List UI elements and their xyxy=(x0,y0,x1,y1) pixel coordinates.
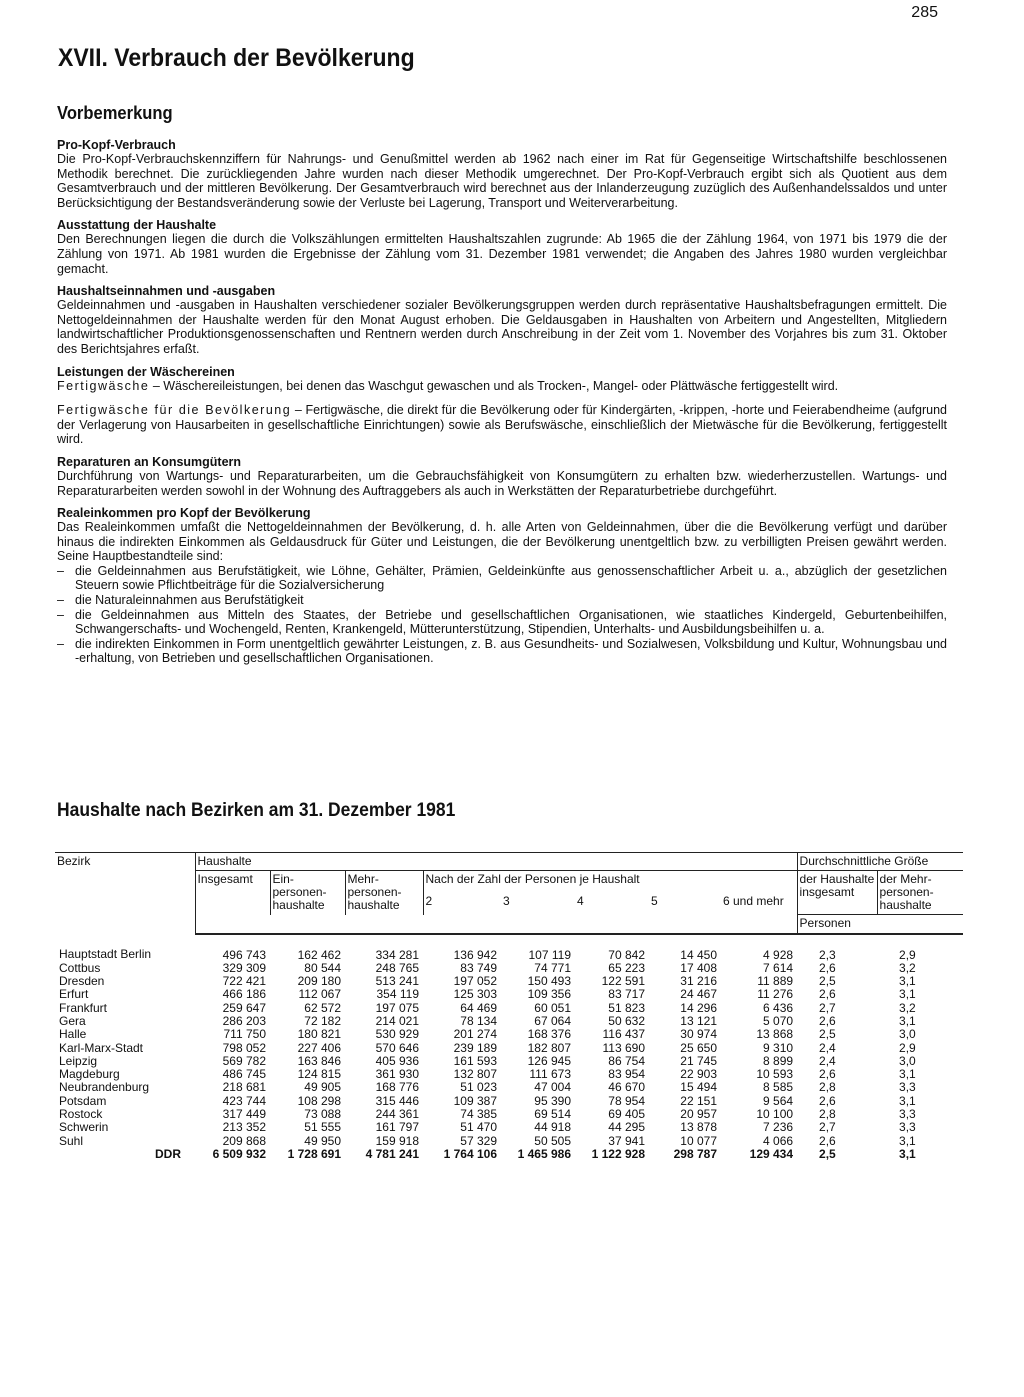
cell-avg-mehr: 3,1 xyxy=(899,1067,916,1082)
bezirk-name: Erfurt xyxy=(59,987,89,1002)
cell-ein: 227 406 xyxy=(297,1040,341,1055)
cell-ein: 1 728 691 xyxy=(287,1146,341,1161)
section-subtitle: Vorbemerkung xyxy=(57,103,173,123)
cell-p2: 1 764 106 xyxy=(443,1146,497,1161)
table-row xyxy=(55,1015,963,1028)
bezirk-name: Cottbus xyxy=(59,960,101,975)
header-p4: 4 xyxy=(577,893,584,908)
cell-p2: 239 189 xyxy=(453,1040,497,1055)
cell-p6: 9 564 xyxy=(763,1093,794,1108)
header-der-mehr: der Mehr-personen-haushalte xyxy=(877,871,963,915)
bezirk-name: Dresden xyxy=(59,974,105,989)
cell-p3: 182 807 xyxy=(527,1040,571,1055)
cell-ein: 62 572 xyxy=(304,1000,341,1015)
table-row xyxy=(55,1002,963,1015)
cell-p5: 30 974 xyxy=(680,1027,717,1042)
cell-ein: 80 544 xyxy=(304,960,341,975)
header-p3: 3 xyxy=(503,893,510,908)
cell-avg-all: 2,3 xyxy=(819,947,836,962)
cell-mehr: 214 021 xyxy=(375,1013,419,1028)
bezirk-name: Magdeburg xyxy=(59,1067,120,1082)
cell-p3: 69 514 xyxy=(534,1107,571,1122)
cell-p6: 5 070 xyxy=(763,1013,794,1028)
definition-text: – Wäschereileistungen, bei denen das Waschgut gewaschen und als Trocken-, Mangel- oder Plättwäsche fertiggestellt wird. xyxy=(149,378,839,393)
header-p6: 6 und mehr xyxy=(723,893,784,908)
table-row xyxy=(55,962,963,975)
cell-avg-mehr: 3,2 xyxy=(899,960,916,975)
cell-p4: 50 632 xyxy=(608,1013,645,1028)
section-heading: Haushaltseinnahmen und -ausgaben xyxy=(57,284,276,299)
cell-avg-all: 2,8 xyxy=(819,1080,836,1095)
cell-avg-mehr: 3,1 xyxy=(899,974,916,989)
section-heading: Ausstattung der Haushalte xyxy=(57,218,217,233)
cell-p6: 7 236 xyxy=(763,1120,794,1135)
cell-p5: 17 408 xyxy=(680,960,717,975)
list-item: – die Geldeinnahmen aus Mitteln des Staates, der Betriebe und gesellschaftlichen Organisationen, wie staatliches Kindergeld, Geburtenbeihilfen, Schwangerschafts- und Wochengeld, Renten, Krankengeld, Mütterunterstützung, Stipendien, Unterhalts- und Ausbildungsbeihilfen u. a. xyxy=(57,608,947,637)
cell-p5: 14 296 xyxy=(680,1000,717,1015)
cell-p4: 78 954 xyxy=(608,1093,645,1108)
header-mehrpersonen: Mehr-personen-haushalte xyxy=(345,871,423,915)
cell-p6: 8 585 xyxy=(763,1080,794,1095)
cell-ein: 124 815 xyxy=(297,1067,341,1082)
table-row xyxy=(55,934,963,962)
section-reparaturen xyxy=(57,455,947,498)
cell-avg-all: 2,4 xyxy=(819,1053,836,1068)
header-insgesamt: Insgesamt xyxy=(195,871,270,915)
preliminary-remarks xyxy=(57,103,947,674)
bezirk-name: Halle xyxy=(59,1027,87,1042)
cell-mehr: 513 241 xyxy=(375,974,419,989)
table-row xyxy=(55,1028,963,1041)
cell-insgesamt: 486 745 xyxy=(222,1067,266,1082)
cell-p4: 83 717 xyxy=(608,987,645,1002)
cell-mehr: 168 776 xyxy=(375,1080,419,1095)
bullet-list xyxy=(57,564,947,666)
cell-ein: 51 555 xyxy=(304,1120,341,1135)
cell-mehr: 361 930 xyxy=(375,1067,419,1082)
cell-p2: 51 470 xyxy=(460,1120,497,1135)
cell-p2: 161 593 xyxy=(453,1053,497,1068)
table-title: Haushalte nach Bezirken am 31. Dezember 1981 xyxy=(57,800,456,821)
cell-ein: 72 182 xyxy=(304,1013,341,1028)
cell-p5: 15 494 xyxy=(680,1080,717,1095)
cell-p3: 44 918 xyxy=(534,1120,571,1135)
bezirk-name: Rostock xyxy=(59,1107,103,1122)
cell-insgesamt: 798 052 xyxy=(222,1040,266,1055)
section-haushaltseinnahmen xyxy=(57,284,947,356)
cell-p5: 13 878 xyxy=(680,1120,717,1135)
cell-p6: 4 928 xyxy=(763,947,794,962)
cell-ein: 49 905 xyxy=(304,1080,341,1095)
cell-p3: 111 673 xyxy=(529,1067,571,1082)
cell-p3: 150 493 xyxy=(527,974,571,989)
table-row xyxy=(55,1108,963,1121)
page-number: 285 xyxy=(911,4,938,21)
table-row xyxy=(55,1095,963,1108)
list-item: – die Naturaleinnahmen aus Berufstätigkeit xyxy=(57,593,947,608)
cell-p6: 11 276 xyxy=(757,987,794,1002)
bezirk-name: Frankfurt xyxy=(59,1000,108,1015)
cell-p3: 126 945 xyxy=(527,1053,571,1068)
cell-insgesamt: 286 203 xyxy=(222,1013,266,1028)
cell-avg-all: 2,4 xyxy=(819,1040,836,1055)
cell-mehr: 354 119 xyxy=(376,987,419,1002)
section-waeschereien xyxy=(57,365,947,447)
cell-p5: 24 467 xyxy=(680,987,717,1002)
section-text: Die Pro-Kopf-Verbrauchskennziffern für Nahrungs- und Genußmittel werden ab 1962 nach einer im Rat für Gegenseitige Wirtschaftshilfe beschlossenen Methodik berechnet. Die zurückliegenden Jahre wurden nach dieser Methodik umgerechnet. Der Pro-Kopf-Verbrauch ergibt sich als Quotient aus dem Gesamtverbrauch und der mittleren Bevölkerung. Der Gesamtverbrauch wird berechnet aus der Inlanderzeugung zuzüglich des Außenhandelssaldos und unter Berücksichtigung der Bestandsveränderung sowie der Verluste bei Lagerung, Transport und Weiterverarbeitung. xyxy=(57,152,947,210)
cell-p2: 197 052 xyxy=(453,974,497,989)
cell-p5: 13 121 xyxy=(680,1013,717,1028)
cell-avg-mehr: 3,2 xyxy=(899,1000,916,1015)
cell-insgesamt: 466 186 xyxy=(222,987,266,1002)
definition-fertigwaesche xyxy=(57,379,947,394)
cell-mehr: 244 361 xyxy=(375,1107,419,1122)
cell-avg-all: 2,5 xyxy=(819,1146,836,1161)
cell-avg-all: 2,5 xyxy=(819,974,836,989)
cell-p4: 122 591 xyxy=(601,974,645,989)
cell-avg-mehr: 3,1 xyxy=(899,1146,916,1161)
list-item: – die indirekten Einkommen in Form unentgeltlich gewährter Leistungen, z. B. aus Gesundheits- und Sozialwesen, Volksbildung und Kultur, Wohnungsbau und -erhaltung, von Betrieben und gesellschaftlichen Organisationen. xyxy=(57,637,947,666)
bezirk-name: Hauptstadt Berlin xyxy=(59,947,152,961)
list-item: – die Geldeinnahmen aus Berufstätigkeit, wie Löhne, Gehälter, Prämien, Geldeinkünfte aus genossenschaftlicher Arbeit u. a., abzüglich der gesetzlichen Steuern sowie Pflichtbeiträge für die Sozialversicherung xyxy=(57,564,947,593)
cell-p6: 11 889 xyxy=(757,974,794,989)
header-einpersonen: Ein-personen-haushalte xyxy=(270,871,345,915)
cell-mehr: 159 918 xyxy=(375,1133,419,1148)
cell-p4: 1 122 928 xyxy=(591,1146,645,1161)
cell-avg-mehr: 3,1 xyxy=(899,1093,916,1108)
cell-avg-mehr: 3,0 xyxy=(899,1053,916,1068)
section-ausstattung xyxy=(57,218,947,276)
cell-insgesamt: 6 509 932 xyxy=(212,1146,266,1161)
cell-p4: 69 405 xyxy=(608,1107,645,1122)
section-text: Durchführung von Wartungs- und Reparaturarbeiten, um die Gebrauchsfähigkeit von Konsumgütern zu erhalten bzw. wiederherzustellen. Wartungs- und Reparaturarbeiten werden sowohl in der Wohnung des Auftraggebers als auch in Werkstätten der Reparaturbetriebe durchgeführt. xyxy=(57,468,947,498)
header-der-haushalte: der Haushalte insgesamt xyxy=(797,871,877,915)
cell-p3: 168 376 xyxy=(527,1027,571,1042)
cell-p3: 74 771 xyxy=(534,960,571,975)
section-text: Geldeinnahmen und -ausgaben in Haushalten verschiedener sozialer Bevölkerungsgruppen werden durch repräsentative Haushaltsbefragungen ermittelt. Die Nettogeldeinnahmen der Haushalte werden für den Monat August erhoben. Die Geldausgaben in Haushalten von Arbeitern und Angestellten, Mitgliedern landwirtschaftlicher Produktionsgenossenschaften und Rentnern werden durch Anschreibung in der Zeit vom 1. November des Vorjahres bis zum 31. Oktober des Berichtsjahres erfaßt. xyxy=(57,298,947,356)
cell-p4: 37 941 xyxy=(608,1133,645,1148)
cell-ein: 73 088 xyxy=(304,1107,341,1122)
cell-mehr: 570 646 xyxy=(375,1040,419,1055)
cell-p4: 86 754 xyxy=(608,1053,645,1068)
cell-p5: 22 151 xyxy=(680,1093,717,1108)
section-heading: Pro-Kopf-Verbrauch xyxy=(57,138,176,152)
cell-insgesamt: 259 647 xyxy=(222,1000,266,1015)
cell-p4: 46 670 xyxy=(608,1080,645,1095)
cell-avg-all: 2,6 xyxy=(819,1133,836,1148)
cell-p2: 109 387 xyxy=(453,1093,497,1108)
cell-p2: 201 274 xyxy=(453,1027,497,1042)
cell-ein: 209 180 xyxy=(297,974,341,989)
cell-p5: 25 650 xyxy=(680,1040,717,1055)
cell-p6: 10 100 xyxy=(756,1107,794,1122)
cell-avg-mehr: 3,1 xyxy=(899,1133,916,1148)
cell-p2: 125 303 xyxy=(453,987,497,1002)
header-nach-zahl: Nach der Zahl der Personen je Haushalt xyxy=(423,871,797,893)
cell-avg-mehr: 3,3 xyxy=(899,1080,916,1095)
bezirk-name: Suhl xyxy=(59,1133,84,1148)
cell-mehr: 334 281 xyxy=(375,947,419,962)
table-row xyxy=(55,1068,963,1081)
households-table xyxy=(55,852,963,1161)
section-text: Das Realeinkommen umfaßt die Nettogeldeinnahmen der Bevölkerung, d. h. alle Arten von Geldeinnahmen, über die die Bevölkerung verfügt und darüber hinaus die indirekten Einkommen als Geldausdruck für Güter und Leistungen, die der Bevölkerung unentgeltlich bzw. zu verbilligten Preisen gewährt werden. Seine Hauptbestandteile sind: xyxy=(57,520,947,564)
cell-p2: 57 329 xyxy=(460,1133,497,1148)
cell-p2: 136 942 xyxy=(453,947,497,962)
cell-p5: 10 077 xyxy=(680,1133,717,1148)
cell-p3: 60 051 xyxy=(534,1000,571,1015)
cell-mehr: 405 936 xyxy=(375,1053,419,1068)
table-row xyxy=(55,1081,963,1094)
cell-ein: 162 462 xyxy=(297,947,341,962)
header-p2: 2 xyxy=(423,893,501,915)
table-row xyxy=(55,988,963,1001)
cell-ein: 163 846 xyxy=(297,1053,341,1068)
total-row xyxy=(55,1148,963,1161)
table-row xyxy=(55,1055,963,1068)
cell-avg-mehr: 3,1 xyxy=(899,987,916,1002)
table-row xyxy=(55,1042,963,1055)
cell-insgesamt: 317 449 xyxy=(222,1107,266,1122)
cell-insgesamt: 569 782 xyxy=(222,1053,266,1068)
cell-avg-all: 2,6 xyxy=(819,1013,836,1028)
section-realeinkommen xyxy=(57,506,947,666)
header-haushalte: Haushalte xyxy=(195,853,797,871)
table-row xyxy=(55,975,963,988)
bezirk-name: Neubrandenburg xyxy=(59,1080,150,1095)
cell-ein: 180 821 xyxy=(297,1027,341,1042)
cell-p3: 107 119 xyxy=(528,947,571,962)
cell-p6: 10 593 xyxy=(756,1067,794,1082)
cell-p3: 50 505 xyxy=(534,1133,571,1148)
cell-p3: 47 004 xyxy=(534,1080,571,1095)
cell-insgesamt: 722 421 xyxy=(222,974,266,989)
cell-insgesamt: 218 681 xyxy=(222,1080,266,1095)
cell-p6: 7 614 xyxy=(763,960,794,975)
bezirk-name: Karl-Marx-Stadt xyxy=(59,1040,144,1055)
cell-p5: 298 787 xyxy=(673,1146,717,1161)
cell-p2: 74 385 xyxy=(460,1107,497,1122)
cell-mehr: 161 797 xyxy=(375,1120,419,1135)
cell-p6: 8 899 xyxy=(763,1053,794,1068)
bezirk-name: DDR xyxy=(155,1146,181,1161)
cell-insgesamt: 329 309 xyxy=(222,960,266,975)
cell-insgesamt: 711 750 xyxy=(223,1027,266,1042)
cell-p4: 51 823 xyxy=(608,1000,645,1015)
cell-avg-all: 2,6 xyxy=(819,1067,836,1082)
cell-p6: 13 868 xyxy=(756,1027,794,1042)
cell-avg-mehr: 3,3 xyxy=(899,1107,916,1122)
cell-insgesamt: 213 352 xyxy=(222,1120,266,1135)
chapter-title: XVII. Verbrauch der Bevölkerung xyxy=(58,44,415,72)
cell-p2: 83 749 xyxy=(460,960,497,975)
cell-p4: 113 690 xyxy=(602,1040,645,1055)
cell-p5: 14 450 xyxy=(680,947,717,962)
header-p5: 5 xyxy=(651,893,658,908)
table-row xyxy=(55,1135,963,1148)
table-row xyxy=(55,1121,963,1134)
bezirk-name: Schwerin xyxy=(59,1120,109,1135)
cell-p4: 116 437 xyxy=(602,1027,645,1042)
cell-p5: 20 957 xyxy=(680,1107,717,1122)
cell-insgesamt: 423 744 xyxy=(222,1093,266,1108)
cell-insgesamt: 496 743 xyxy=(222,947,266,962)
cell-p5: 22 903 xyxy=(680,1067,717,1082)
section-heading: Leistungen der Wäschereinen xyxy=(57,364,235,379)
cell-insgesamt: 209 868 xyxy=(222,1133,266,1148)
cell-mehr: 248 765 xyxy=(375,960,419,975)
cell-p2: 64 469 xyxy=(460,1000,497,1015)
cell-avg-all: 2,5 xyxy=(819,1027,836,1042)
cell-p6: 9 310 xyxy=(763,1040,794,1055)
cell-p3: 1 465 986 xyxy=(517,1146,571,1161)
bezirk-name: Potsdam xyxy=(59,1093,107,1108)
cell-p6: 129 434 xyxy=(749,1146,794,1161)
cell-p5: 31 216 xyxy=(680,974,717,989)
cell-p6: 4 066 xyxy=(763,1133,794,1148)
cell-p4: 83 954 xyxy=(608,1067,645,1082)
cell-p2: 78 134 xyxy=(460,1013,497,1028)
cell-avg-all: 2,7 xyxy=(819,1120,836,1135)
definition-text: – Fertigwäsche, die direkt für die Bevölkerung oder für Kindergärten, -krippen, -horte und Feierabendheime (aufgrund der Verlagerung von Hausarbeiten in gesellschaftliche Einrichtungen) sowie als Berufswäsche, einschließlich der Mietwäsche für die Bevölkerung, fertiggestellt wird. xyxy=(57,403,947,447)
cell-avg-mehr: 3,0 xyxy=(899,1027,916,1042)
cell-mehr: 4 781 241 xyxy=(365,1146,419,1161)
cell-avg-mehr: 2,9 xyxy=(899,947,916,962)
cell-avg-mehr: 2,9 xyxy=(899,1040,916,1055)
cell-ein: 49 950 xyxy=(304,1133,341,1148)
header-bezirk: Bezirk xyxy=(55,853,195,934)
bezirk-name: Leipzig xyxy=(59,1053,98,1068)
cell-avg-mehr: 3,1 xyxy=(899,1013,916,1028)
header-durchschnitt: Durchschnittliche Größe xyxy=(797,853,963,871)
cell-mehr: 197 075 xyxy=(375,1000,419,1015)
section-heading: Reparaturen an Konsumgütern xyxy=(57,454,242,469)
definition-term: Fertigwäsche xyxy=(57,378,150,393)
cell-avg-all: 2,6 xyxy=(819,987,836,1002)
cell-p5: 21 745 xyxy=(680,1053,717,1068)
cell-p3: 109 356 xyxy=(527,987,571,1002)
cell-ein: 108 298 xyxy=(297,1093,341,1108)
cell-p6: 6 436 xyxy=(763,1000,794,1015)
cell-ein: 112 067 xyxy=(298,987,341,1002)
cell-avg-all: 2,6 xyxy=(819,960,836,975)
cell-mehr: 315 446 xyxy=(375,1093,419,1108)
table-body xyxy=(55,934,963,1162)
cell-mehr: 530 929 xyxy=(375,1027,419,1042)
cell-avg-all: 2,6 xyxy=(819,1093,836,1108)
section-heading: Realeinkommen pro Kopf der Bevölkerung xyxy=(57,506,311,521)
cell-p2: 51 023 xyxy=(460,1080,497,1095)
bezirk-name: Gera xyxy=(59,1013,86,1028)
section-text: Den Berechnungen liegen die durch die Volkszählungen ermittelten Haushaltszahlen zugrunde: Ab 1965 die der Zählung 1964, von 1971 bis 1979 die der Zählung von 1971. Ab 1981 wurden die Ergebnisse der Zählung vom 31. Dezember 1981 verwendet; die Angaben des Jahres 1980 wurden vergleichbar gemacht. xyxy=(57,232,947,276)
cell-avg-all: 2,7 xyxy=(819,1000,836,1015)
cell-avg-all: 2,8 xyxy=(819,1107,836,1122)
cell-avg-mehr: 3,3 xyxy=(899,1120,916,1135)
definition-term: Fertigwäsche für die Bevölkerung xyxy=(57,403,292,418)
header-personen: Personen xyxy=(797,915,963,934)
cell-p3: 95 390 xyxy=(534,1093,571,1108)
cell-p3: 67 064 xyxy=(534,1013,571,1028)
cell-p4: 65 223 xyxy=(608,960,645,975)
definition-fertigwaesche-bevoelkerung xyxy=(57,403,947,447)
cell-p4: 70 842 xyxy=(608,947,645,962)
cell-p4: 44 295 xyxy=(608,1120,645,1135)
cell-p2: 132 807 xyxy=(453,1067,497,1082)
section-pro-kopf xyxy=(57,138,947,210)
